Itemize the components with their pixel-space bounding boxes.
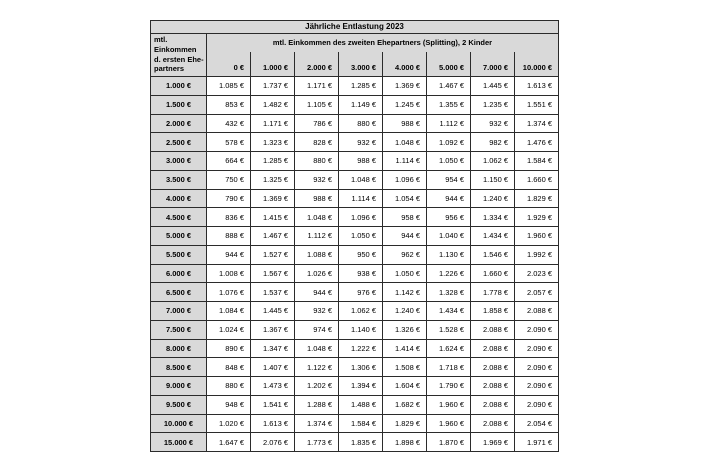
value-cell: 1.778 € [471, 283, 515, 302]
value-cell: 1.537 € [251, 283, 295, 302]
value-cell: 1.473 € [251, 377, 295, 396]
value-cell: 938 € [339, 264, 383, 283]
value-cell: 1.584 € [339, 414, 383, 433]
value-cell: 1.374 € [515, 114, 559, 133]
value-cell: 1.235 € [471, 95, 515, 114]
corner-header-line: d. ersten Ehe- [154, 54, 204, 64]
value-cell: 1.528 € [427, 320, 471, 339]
row-label: 7.000 € [151, 302, 207, 321]
table-row [151, 77, 559, 96]
value-cell: 976 € [339, 283, 383, 302]
value-cell: 1.326 € [383, 320, 427, 339]
table-row [151, 358, 559, 377]
value-cell: 1.482 € [251, 95, 295, 114]
value-cell: 1.020 € [207, 414, 251, 433]
value-cell: 962 € [383, 245, 427, 264]
value-cell: 1.467 € [427, 77, 471, 96]
value-cell: 1.096 € [339, 208, 383, 227]
value-cell: 1.092 € [427, 133, 471, 152]
value-cell: 1.122 € [295, 358, 339, 377]
value-cell: 790 € [207, 189, 251, 208]
value-cell: 944 € [427, 189, 471, 208]
value-cell: 1.434 € [427, 302, 471, 321]
value-cell: 1.773 € [295, 433, 339, 452]
table-row [151, 170, 559, 189]
row-label: 5.500 € [151, 245, 207, 264]
value-cell: 1.898 € [383, 433, 427, 452]
value-cell: 2.090 € [515, 377, 559, 396]
value-cell: 1.285 € [251, 152, 295, 171]
value-cell: 1.150 € [471, 170, 515, 189]
value-cell: 1.367 € [251, 320, 295, 339]
value-cell: 944 € [383, 227, 427, 246]
value-cell: 1.171 € [251, 114, 295, 133]
value-cell: 1.445 € [251, 302, 295, 321]
value-cell: 1.960 € [515, 227, 559, 246]
value-cell: 982 € [471, 133, 515, 152]
value-cell: 1.969 € [471, 433, 515, 452]
value-cell: 2.023 € [515, 264, 559, 283]
value-cell: 1.508 € [383, 358, 427, 377]
table-row [151, 114, 559, 133]
row-label: 5.000 € [151, 227, 207, 246]
value-cell: 1.374 € [295, 414, 339, 433]
value-cell: 932 € [295, 302, 339, 321]
value-cell: 1.551 € [515, 95, 559, 114]
value-cell: 1.960 € [427, 414, 471, 433]
value-cell: 1.718 € [427, 358, 471, 377]
value-cell: 1.112 € [427, 114, 471, 133]
value-cell: 1.114 € [383, 152, 427, 171]
value-cell: 2.088 € [471, 414, 515, 433]
row-label: 4.500 € [151, 208, 207, 227]
value-cell: 1.062 € [471, 152, 515, 171]
value-cell: 880 € [339, 114, 383, 133]
value-cell: 1.050 € [427, 152, 471, 171]
column-header-row [151, 52, 559, 77]
value-cell: 1.407 € [251, 358, 295, 377]
value-cell: 974 € [295, 320, 339, 339]
column-header-7: 10.000 € [515, 52, 559, 77]
value-cell: 1.050 € [339, 227, 383, 246]
value-cell: 950 € [339, 245, 383, 264]
value-cell: 1.050 € [383, 264, 427, 283]
value-cell: 948 € [207, 395, 251, 414]
value-cell: 1.325 € [251, 170, 295, 189]
value-cell: 2.090 € [515, 358, 559, 377]
table-row [151, 189, 559, 208]
value-cell: 1.084 € [207, 302, 251, 321]
value-cell: 988 € [295, 189, 339, 208]
value-cell: 664 € [207, 152, 251, 171]
column-header-4: 4.000 € [383, 52, 427, 77]
row-label: 2.000 € [151, 114, 207, 133]
value-cell: 2.076 € [251, 433, 295, 452]
table-row [151, 339, 559, 358]
value-cell: 853 € [207, 95, 251, 114]
value-cell: 1.026 € [295, 264, 339, 283]
value-cell: 956 € [427, 208, 471, 227]
value-cell: 1.024 € [207, 320, 251, 339]
value-cell: 1.929 € [515, 208, 559, 227]
row-label: 2.500 € [151, 133, 207, 152]
column-header-0: 0 € [207, 52, 251, 77]
value-cell: 932 € [471, 114, 515, 133]
row-label: 1.500 € [151, 95, 207, 114]
title-row [151, 21, 559, 34]
value-cell: 988 € [339, 152, 383, 171]
table-row [151, 414, 559, 433]
value-cell: 1.076 € [207, 283, 251, 302]
value-cell: 1.829 € [515, 189, 559, 208]
value-cell: 1.870 € [427, 433, 471, 452]
value-cell: 1.858 € [471, 302, 515, 321]
value-cell: 750 € [207, 170, 251, 189]
value-cell: 1.054 € [383, 189, 427, 208]
value-cell: 1.285 € [339, 77, 383, 96]
value-cell: 848 € [207, 358, 251, 377]
value-cell: 1.105 € [295, 95, 339, 114]
table-row [151, 245, 559, 264]
value-cell: 836 € [207, 208, 251, 227]
value-cell: 2.088 € [471, 377, 515, 396]
value-cell: 1.445 € [471, 77, 515, 96]
row-label: 9.000 € [151, 377, 207, 396]
value-cell: 1.467 € [251, 227, 295, 246]
span-header-second-spouse-income: mtl. Einkommen des zweiten Ehepartners (Splitting), 2 Kinder [207, 34, 559, 52]
table-row [151, 227, 559, 246]
value-cell: 1.835 € [339, 433, 383, 452]
value-cell: 944 € [207, 245, 251, 264]
value-cell: 1.048 € [383, 133, 427, 152]
table-title: Jährliche Entlastung 2023 [151, 21, 559, 34]
value-cell: 1.114 € [339, 189, 383, 208]
value-cell: 1.149 € [339, 95, 383, 114]
value-cell: 2.090 € [515, 395, 559, 414]
value-cell: 1.682 € [383, 395, 427, 414]
corner-header-line: mtl. Einkommen [154, 35, 197, 54]
value-cell: 1.355 € [427, 95, 471, 114]
value-cell: 1.334 € [471, 208, 515, 227]
value-cell: 1.245 € [383, 95, 427, 114]
value-cell: 1.369 € [383, 77, 427, 96]
value-cell: 1.415 € [251, 208, 295, 227]
value-cell: 1.604 € [383, 377, 427, 396]
row-label: 9.500 € [151, 395, 207, 414]
value-cell: 2.088 € [471, 395, 515, 414]
value-cell: 1.222 € [339, 339, 383, 358]
value-cell: 1.394 € [339, 377, 383, 396]
value-cell: 1.647 € [207, 433, 251, 452]
value-cell: 2.090 € [515, 320, 559, 339]
value-cell: 932 € [339, 133, 383, 152]
value-cell: 828 € [295, 133, 339, 152]
row-label: 6.000 € [151, 264, 207, 283]
table-row [151, 302, 559, 321]
value-cell: 888 € [207, 227, 251, 246]
row-label: 8.500 € [151, 358, 207, 377]
column-header-6: 7.000 € [471, 52, 515, 77]
value-cell: 1.226 € [427, 264, 471, 283]
table-row [151, 395, 559, 414]
table-row [151, 433, 559, 452]
span-header-row [151, 34, 559, 52]
column-header-2: 2.000 € [295, 52, 339, 77]
row-label: 7.500 € [151, 320, 207, 339]
row-label: 6.500 € [151, 283, 207, 302]
value-cell: 1.240 € [383, 302, 427, 321]
relief-table [150, 20, 559, 452]
value-cell: 988 € [383, 114, 427, 133]
value-cell: 1.567 € [251, 264, 295, 283]
corner-header-first-spouse-income [151, 34, 207, 77]
value-cell: 1.737 € [251, 77, 295, 96]
value-cell: 1.008 € [207, 264, 251, 283]
column-header-3: 3.000 € [339, 52, 383, 77]
value-cell: 786 € [295, 114, 339, 133]
row-label: 1.000 € [151, 77, 207, 96]
value-cell: 1.613 € [515, 77, 559, 96]
value-cell: 1.971 € [515, 433, 559, 452]
value-cell: 1.476 € [515, 133, 559, 152]
table-body [151, 77, 559, 452]
table-row [151, 152, 559, 171]
value-cell: 1.960 € [427, 395, 471, 414]
value-cell: 1.434 € [471, 227, 515, 246]
value-cell: 1.140 € [339, 320, 383, 339]
row-label: 10.000 € [151, 414, 207, 433]
value-cell: 1.288 € [295, 395, 339, 414]
table-row [151, 283, 559, 302]
value-cell: 1.613 € [251, 414, 295, 433]
value-cell: 1.541 € [251, 395, 295, 414]
value-cell: 1.790 € [427, 377, 471, 396]
value-cell: 1.306 € [339, 358, 383, 377]
value-cell: 954 € [427, 170, 471, 189]
value-cell: 1.048 € [295, 339, 339, 358]
value-cell: 1.546 € [471, 245, 515, 264]
column-header-5: 5.000 € [427, 52, 471, 77]
row-label: 4.000 € [151, 189, 207, 208]
table-row [151, 320, 559, 339]
value-cell: 944 € [295, 283, 339, 302]
value-cell: 1.096 € [383, 170, 427, 189]
value-cell: 1.112 € [295, 227, 339, 246]
value-cell: 1.584 € [515, 152, 559, 171]
value-cell: 1.171 € [295, 77, 339, 96]
value-cell: 1.829 € [383, 414, 427, 433]
value-cell: 1.048 € [339, 170, 383, 189]
value-cell: 1.369 € [251, 189, 295, 208]
table-row [151, 377, 559, 396]
row-label: 15.000 € [151, 433, 207, 452]
value-cell: 958 € [383, 208, 427, 227]
value-cell: 578 € [207, 133, 251, 152]
value-cell: 1.660 € [515, 170, 559, 189]
value-cell: 880 € [207, 377, 251, 396]
value-cell: 1.048 € [295, 208, 339, 227]
table-row [151, 264, 559, 283]
value-cell: 1.992 € [515, 245, 559, 264]
row-label: 3.000 € [151, 152, 207, 171]
value-cell: 1.323 € [251, 133, 295, 152]
value-cell: 2.057 € [515, 283, 559, 302]
value-cell: 2.088 € [471, 339, 515, 358]
value-cell: 1.488 € [339, 395, 383, 414]
value-cell: 2.090 € [515, 339, 559, 358]
value-cell: 2.088 € [471, 358, 515, 377]
row-label: 3.500 € [151, 170, 207, 189]
value-cell: 1.088 € [295, 245, 339, 264]
value-cell: 2.088 € [471, 320, 515, 339]
value-cell: 2.088 € [515, 302, 559, 321]
value-cell: 1.062 € [339, 302, 383, 321]
value-cell: 2.054 € [515, 414, 559, 433]
value-cell: 1.347 € [251, 339, 295, 358]
value-cell: 432 € [207, 114, 251, 133]
value-cell: 1.624 € [427, 339, 471, 358]
value-cell: 890 € [207, 339, 251, 358]
value-cell: 1.660 € [471, 264, 515, 283]
table-row [151, 133, 559, 152]
value-cell: 880 € [295, 152, 339, 171]
value-cell: 1.130 € [427, 245, 471, 264]
value-cell: 1.142 € [383, 283, 427, 302]
value-cell: 1.527 € [251, 245, 295, 264]
column-header-1: 1.000 € [251, 52, 295, 77]
value-cell: 1.040 € [427, 227, 471, 246]
value-cell: 1.202 € [295, 377, 339, 396]
value-cell: 932 € [295, 170, 339, 189]
row-label: 8.000 € [151, 339, 207, 358]
table-row [151, 95, 559, 114]
value-cell: 1.414 € [383, 339, 427, 358]
value-cell: 1.328 € [427, 283, 471, 302]
table-row [151, 208, 559, 227]
value-cell: 1.240 € [471, 189, 515, 208]
corner-header-line: partners [154, 64, 185, 74]
value-cell: 1.085 € [207, 77, 251, 96]
